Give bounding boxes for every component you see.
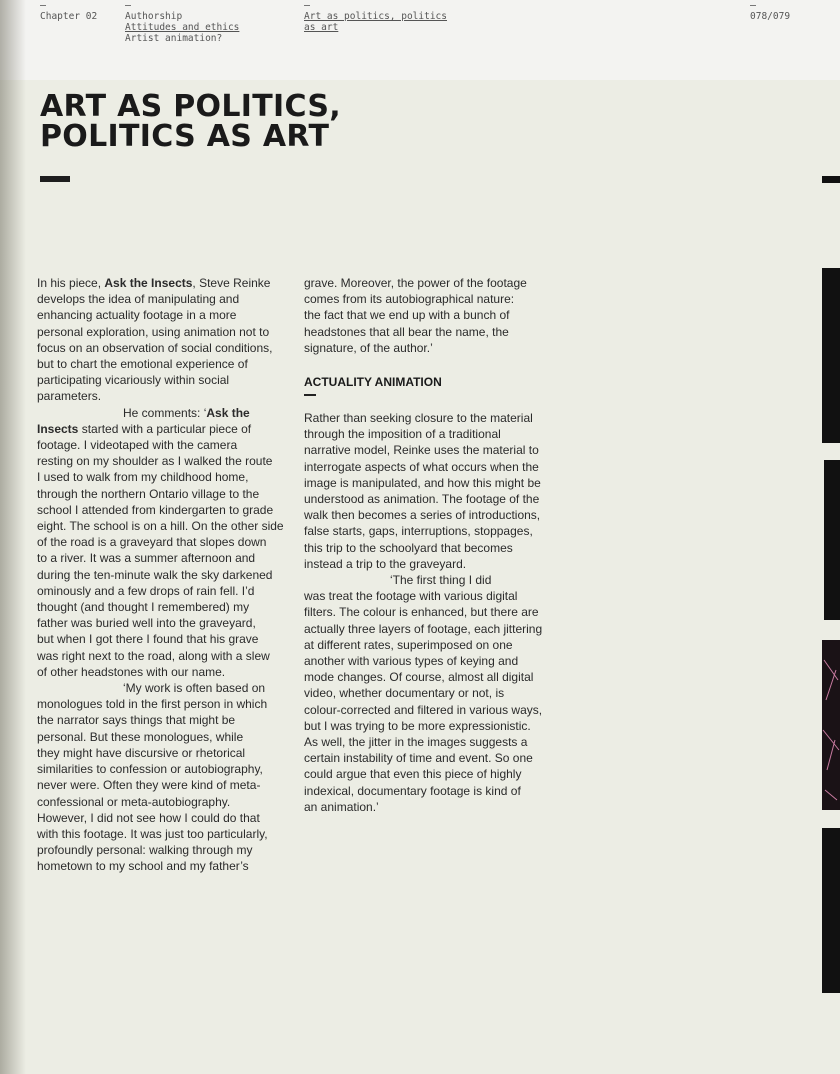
page-numbers: 078/079 <box>750 11 791 22</box>
text-line: interrogate aspects of what occurs when the <box>304 459 539 474</box>
text-line: the narrator says things that might be <box>37 713 236 728</box>
text-line: of other headstones with our name. <box>37 664 226 679</box>
paragraph-intro <box>37 275 287 405</box>
text-line: monologues told in the first person in which <box>37 697 268 712</box>
chapter-label: Chapter 02 <box>40 11 98 22</box>
title-line: ART AS POLITICS, <box>40 89 341 124</box>
facing-page-image-edge <box>824 460 840 620</box>
paragraph-quote-2 <box>37 680 287 874</box>
text-line: participating vicariously within social <box>37 373 230 388</box>
text-line: an animation.’ <box>304 799 379 814</box>
paragraph-continued <box>304 275 564 356</box>
text-line: image is manipulated, and how this might be <box>304 475 541 490</box>
running-head-chapter <box>40 9 97 22</box>
text-line: school I attended from kindergarten to grade <box>37 502 274 517</box>
text-line: video, whether documentary or not, is <box>304 686 505 701</box>
text-line: hometown to my school and my father’s <box>37 859 249 874</box>
text-line: was treat the footage with various digital <box>304 589 518 604</box>
page-title <box>40 89 341 154</box>
text-line: but when I got there I found that his grave <box>37 632 259 647</box>
text-line: In his piece, Ask the Insects, Steve Reinke <box>37 276 271 290</box>
text-line: filters. The colour is enhanced, but there are <box>304 605 539 620</box>
text-line: Insects started with a particular piece of <box>37 421 252 436</box>
text-line: but to chart the emotional experience of <box>37 357 248 372</box>
text-line: through the northern Ontario village to the <box>37 486 260 501</box>
text-line: father was buried well into the graveyard, <box>37 616 256 631</box>
text-line: indexical, documentary footage is kind of <box>304 783 521 798</box>
text-line: of the road is a graveyard that slopes down <box>37 535 267 550</box>
column-right <box>304 275 564 815</box>
text-line: mode changes. Of course, almost all digital <box>304 670 534 685</box>
facing-page-image-edge <box>822 828 840 993</box>
text-line: signature, of the author.’ <box>304 340 433 355</box>
text-line: ‘My work is often based on <box>123 681 266 696</box>
section-line: Artist animation? <box>125 33 223 44</box>
text-line: thought (and thought I remembered) my <box>37 600 250 615</box>
text-line: profoundly personal: walking through my <box>37 843 253 858</box>
text-line: I used to walk from my childhood home, <box>37 470 249 485</box>
text-line: grave. Moreover, the power of the footage <box>304 276 527 290</box>
text-line: comes from its autobiographical nature: <box>304 292 515 307</box>
text-line: resting on my shoulder as I walked the route <box>37 454 273 469</box>
text-line: certain instability of time and event. So one <box>304 751 533 766</box>
text-line: He comments: ‘Ask the <box>123 405 250 420</box>
text-line: confessional or meta-autobiography. <box>37 794 231 809</box>
facing-page-image-texture <box>822 640 840 810</box>
section-line: Attitudes and ethics <box>125 22 240 33</box>
text-line: could argue that even this piece of highly <box>304 767 522 782</box>
column-left <box>37 275 287 875</box>
text-line: false starts, gaps, interruptions, stoppages, <box>304 524 533 539</box>
text-line: ‘The first thing I did <box>390 573 492 588</box>
text-line: colour-corrected and filtered in various ways, <box>304 702 543 717</box>
paragraph-quote-1 <box>37 405 287 680</box>
running-head-current <box>304 9 447 33</box>
page-spine-shadow <box>0 0 26 1074</box>
text-line: ominously and a few drops of rain fell. I’d <box>37 583 255 598</box>
section-line: Authorship <box>125 11 183 22</box>
text-line: personal. But these monologues, while <box>37 729 244 744</box>
running-head-section <box>125 9 239 44</box>
title-line: POLITICS AS ART <box>40 119 330 154</box>
facing-page-image-edge <box>822 268 840 443</box>
text-line: never were. Often they were kind of meta- <box>37 778 261 793</box>
work-title: Insects <box>37 421 79 436</box>
facing-page-marker <box>822 176 840 183</box>
text-line: actually three layers of footage, each jittering <box>304 621 543 636</box>
text-line: focus on an observation of social conditions, <box>37 340 273 355</box>
text-line: with this footage. It was just too particularly, <box>37 826 268 841</box>
text-line: understood as animation. The footage of the <box>304 492 540 507</box>
text-line: However, I did not see how I could do that <box>37 810 260 825</box>
text-line: another with various types of keying and <box>304 654 519 669</box>
text-line: similarities to confession or autobiography, <box>37 762 263 777</box>
text-line: personal exploration, using animation not to <box>37 324 270 339</box>
text-line: walk then becomes a series of introductions, <box>304 508 541 523</box>
text-line: parameters. <box>37 389 102 404</box>
title-underline-bar <box>40 176 70 182</box>
subhead-dash <box>304 394 316 396</box>
paragraph-actuality <box>304 410 564 572</box>
current-section-line: as art <box>304 22 339 33</box>
text-line: headstones that all bear the name, the <box>304 324 509 339</box>
section-subhead: ACTUALITY ANIMATION <box>304 375 442 390</box>
text-line: the fact that we end up with a bunch of <box>304 308 510 323</box>
paragraph-quote-3 <box>304 572 564 815</box>
text-line: to a river. It was a summer afternoon and <box>37 551 256 566</box>
work-title: Ask the <box>206 405 250 420</box>
work-title: Ask the Insects <box>104 276 193 290</box>
text-line: through the imposition of a traditional <box>304 427 501 442</box>
text-line: during the ten-minute walk the sky darkened <box>37 567 273 582</box>
text-line: narrative model, Reinke uses the material to <box>304 443 539 458</box>
text-line: but I was trying to be more expressionistic. <box>304 718 531 733</box>
text-line: eight. The school is on a hill. On the other side <box>37 519 284 534</box>
text-line: Rather than seeking closure to the material <box>304 411 533 426</box>
text-line: enhancing actuality footage in a more <box>37 308 237 323</box>
text-line: at different rates, superimposed on one <box>304 637 513 652</box>
running-head-pages <box>750 9 790 22</box>
text-line: was right next to the road, along with a slew <box>37 648 270 663</box>
text-line: instead a trip to the graveyard. <box>304 556 467 571</box>
text-line: develops the idea of manipulating and <box>37 292 240 307</box>
text-line: this trip to the schoolyard that becomes <box>304 540 513 555</box>
facing-page-image-edge <box>822 640 840 810</box>
text-line: As well, the jitter in the images suggests a <box>304 735 528 750</box>
text-line: footage. I videotaped with the camera <box>37 438 238 453</box>
text-line: they might have discursive or rhetorical <box>37 745 246 760</box>
current-section-line: Art as politics, politics <box>304 11 447 22</box>
